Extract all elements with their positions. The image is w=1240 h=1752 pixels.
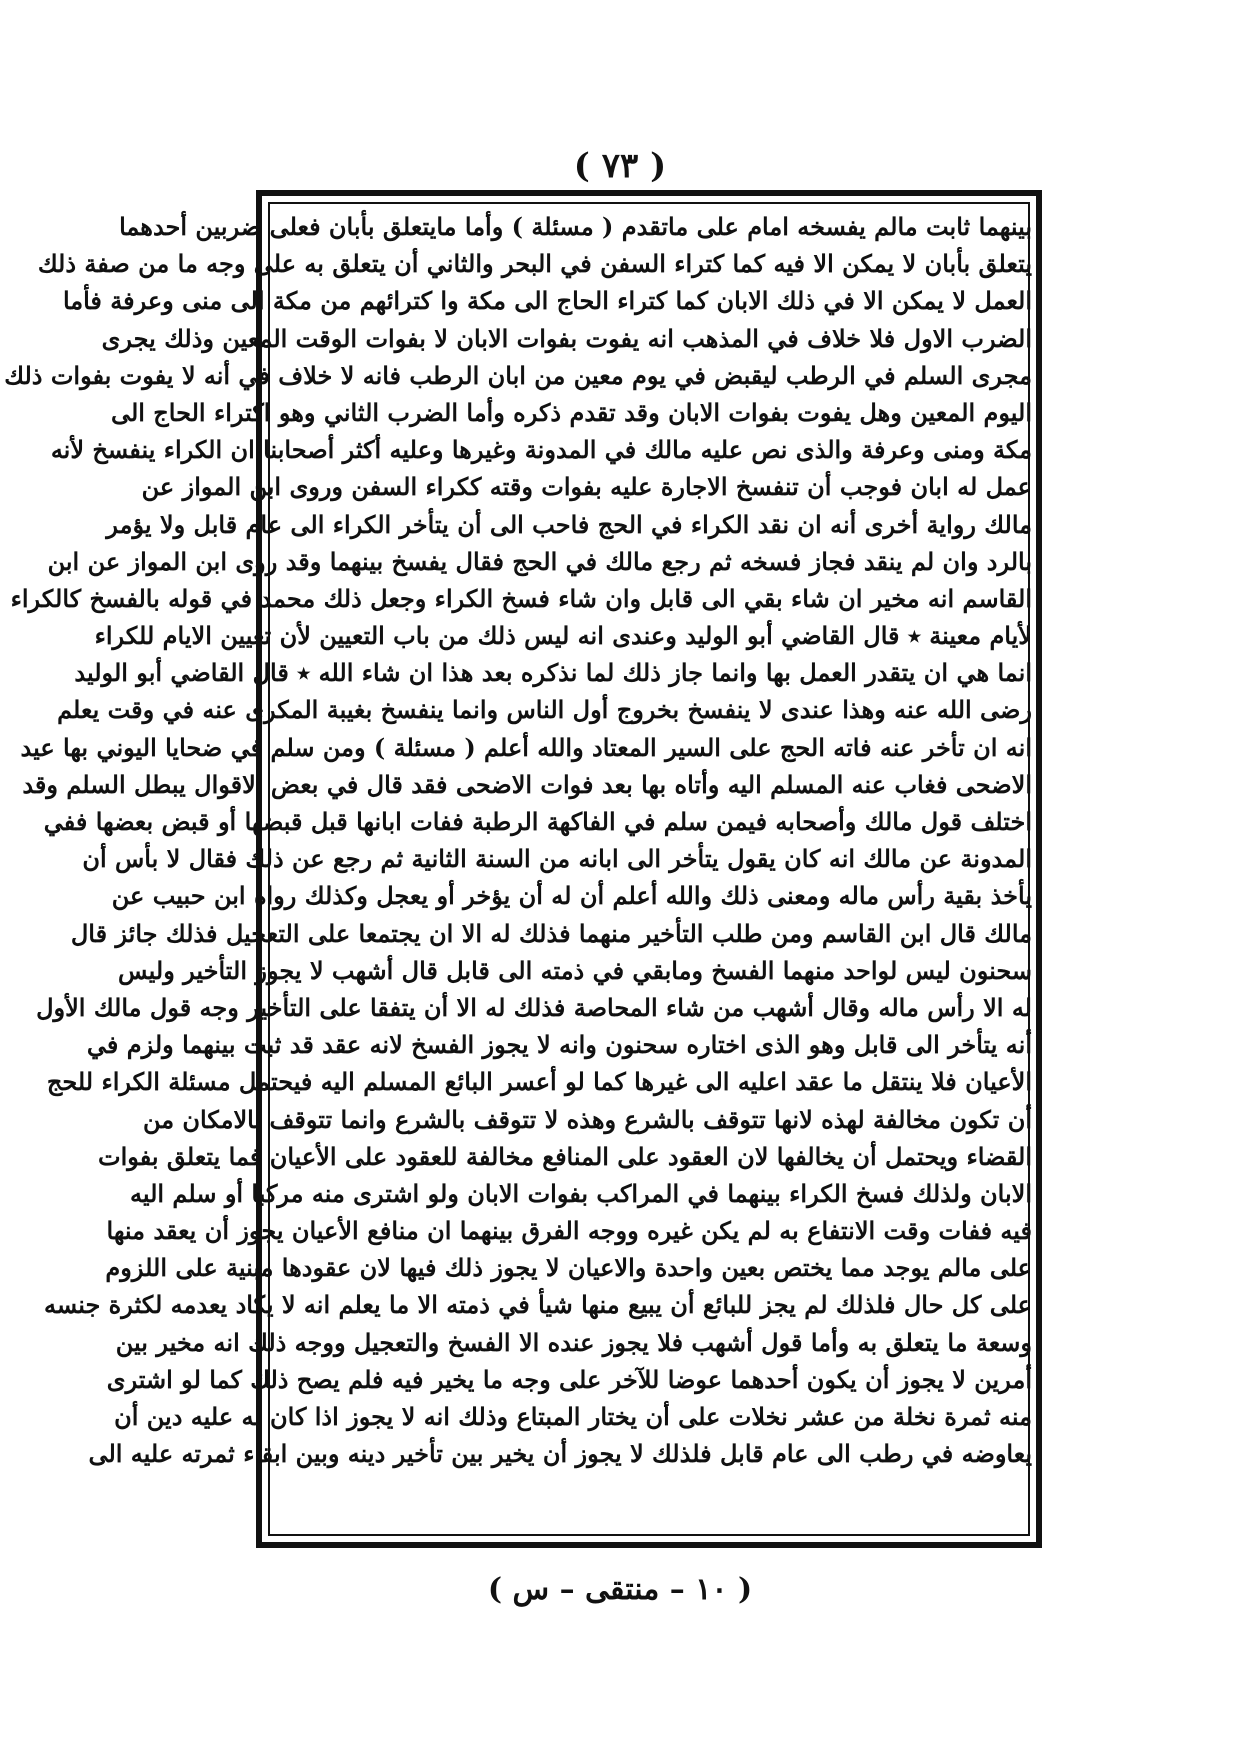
text-line: فيه ففات وقت الانتفاع به لم يكن غيره ووجه الفرق بينهما ان منافع الأعيان يجوز أن يعقد منها <box>106 1216 1032 1246</box>
text-line: أنه يتأخر الى قابل وهو الذى اختاره سحنون وانه لا يجوز الفسخ لانه عقد قد ثبت بينهما ولزم في <box>86 1030 1032 1060</box>
text-line: على مالم يوجد مما يختص بعين واحدة والاعيان لا يجوز ذلك فيها لان عقودها مبنية على اللزوم <box>105 1253 1032 1283</box>
text-line: مجرى السلم في الرطب ليقبض في يوم معين من ابان الرطب فانه لا خلاف في أنه لا يفوت بفوات ذلك <box>4 360 1032 390</box>
text-line: أن تكون مخالفة لهذه لانها تتوقف بالشرع وهذه لا تتوقف بالشرع وانما تتوقف بالامكان من <box>142 1104 1032 1134</box>
text-line: بينهما ثابت مالم يفسخه امام على ماتقدم ( مسئلة ) وأما مايتعلق بأبان فعلى ضربين أحدهما <box>119 212 1032 241</box>
text-line: القضاء ويحتمل أن يخالفها لان العقود على المنافع مخالفة للعقود على الأعيان فما يتعلق بفوات <box>98 1141 1032 1171</box>
text-line: عمل له ابان فوجب أن تنفسخ الاجارة عليه بفوات وقته ككراء السفن وروى ابن المواز عن <box>141 472 1032 502</box>
text-body <box>4 208 1036 1538</box>
text-line: مالك رواية أخرى أنه ان نقد الكراء في الحج فاحب الى أن يتأخر الكراء الى عام قابل ولا يؤمر <box>106 509 1032 539</box>
text-line: مالك قال ابن القاسم ومن طلب التأخير منهما فذلك له الا ان يجتمعا على التعجيل فذلك جائز قال <box>70 918 1032 948</box>
text-line: المدونة عن مالك انه كان يقول يتأخر الى ابانه من السنة الثانية ثم رجع عن ذلك فقال لا بأس أن <box>82 844 1032 874</box>
text-line: أمرين لا يجوز أن يكون أحدهما عوضا للآخر على وجه ما يخير فيه فلم يصح ذلك كما لو اشترى <box>106 1364 1032 1394</box>
text-line: العمل لا يمكن الا في ذلك الابان كما كتراء الحاج الى مكة وا كترائهم من مكة الى منى وعرفة فأما <box>62 286 1032 316</box>
text-line: القاسم انه مخير ان شاء بقي الى قابل وان شاء فسخ الكراء وجعل ذلك محمد في قوله بالفسخ كالكراء <box>10 583 1032 613</box>
text-line: يتعلق بأبان لا يمكن الا فيه كما كتراء السفن في البحر والثاني أن يتعلق به على وجه ما من صفة ذلك <box>37 249 1032 279</box>
text-line: له الا رأس ماله وقال أشهب من شاء المحاصة فذلك له الا أن يتفقا على التأخير وجه قول مالك الأول <box>36 992 1032 1022</box>
text-line: الابان ولذلك فسخ الكراء بينهما في المراكب بفوات الابان ولو اشترى منه مركبا أو سلم اليه <box>129 1178 1032 1208</box>
text-line: لأيام معينة ٭ قال القاضي أبو الوليد وعندى انه ليس ذلك من باب التعيين لأن تعيين الايام للكراء <box>94 621 1032 651</box>
text-line: انه ان تأخر عنه فاته الحج على السير المعتاد والله أعلم ( مسئلة ) ومن سلم في ضحايا اليوني بها عيد <box>20 732 1032 762</box>
text-line: يعاوضه في رطب الى عام قابل فلذلك لا يجوز أن يخير بين تأخير دينه وبين ابقاء ثمرته عليه الى <box>88 1439 1032 1469</box>
signature-mark: ( ١٠ – منتقى – س ) <box>487 1572 753 1607</box>
text-line: انما هي ان يتقدر العمل بها وانما جاز ذلك لما نذكره بعد هذا ان شاء الله ٭ قال القاضي أبو الوليد <box>74 658 1032 688</box>
page-number: ( ٧٣ ) <box>573 146 667 186</box>
text-line: مكة ومنى وعرفة والذى نص عليه مالك في المدونة وغيرها وعليه أكثر أصحابنا ان الكراء ينفسخ لأنه <box>50 435 1032 465</box>
text-line: بالرد وان لم ينقد فجاز فسخه ثم رجع مالك في الحج فقال يفسخ بينهما وقد روى ابن المواز عن ابن <box>47 546 1032 576</box>
text-line: اختلف قول مالك وأصحابه فيمن سلم في الفاكهة الرطبة ففات ابانها قبل قبضها أو قبض بعضها ففي <box>43 807 1032 836</box>
text-line: رضى الله عنه وهذا عندى لا ينفسخ بخروج أول الناس وانما ينفسخ بغيبة المكرى عنه في وقت يعلم <box>57 695 1032 725</box>
text-line: على كل حال فلذلك لم يجز للبائع أن يبيع منها شيأ في ذمته الا ما يعلم انه لا يكاد يعدمه لكثرة جنسه <box>43 1290 1032 1320</box>
text-line: سحنون ليس لواحد منهما الفسخ ومابقي في ذمته الى قابل قال أشهب لا يجوز التأخير وليس <box>118 955 1032 985</box>
text-line: اليوم المعين وهل يفوت بفوات الابان وقد تقدم ذكره وأما الضرب الثاني وهو اكتراء الحاج الى <box>110 397 1032 427</box>
text-line: الاضحى فغاب عنه المسلم اليه وأتاه بها بعد فوات الاضحى فقد قال في بعض الاقوال يبطل السلم وقد <box>22 769 1032 799</box>
text-line: الأعيان فلا ينتقل ما عقد اعليه الى غيرها كما لو أعسر البائع المسلم اليه فيحتمل مسئلة الكراء للحج <box>46 1067 1032 1097</box>
text-line: منه ثمرة نخلة من عشر نخلات على أن يختار المبتاع وذلك انه لا يجوز اذا كان له عليه دين أن <box>114 1402 1032 1431</box>
text-line: وسعة ما يتعلق به وأما قول أشهب فلا يجوز عنده الا الفسخ والتعجيل ووجه ذلك انه مخير بين <box>115 1327 1032 1357</box>
text-line: يأخذ بقية رأس ماله ومعنى ذلك والله أعلم أن له أن يؤخر أو يعجل وكذلك رواه ابن حبيب عن <box>111 881 1032 911</box>
text-line: الضرب الاول فلا خلاف في المذهب انه يفوت بفوات الابان لا بفوات الوقت المعين وذلك يجرى <box>101 323 1032 353</box>
